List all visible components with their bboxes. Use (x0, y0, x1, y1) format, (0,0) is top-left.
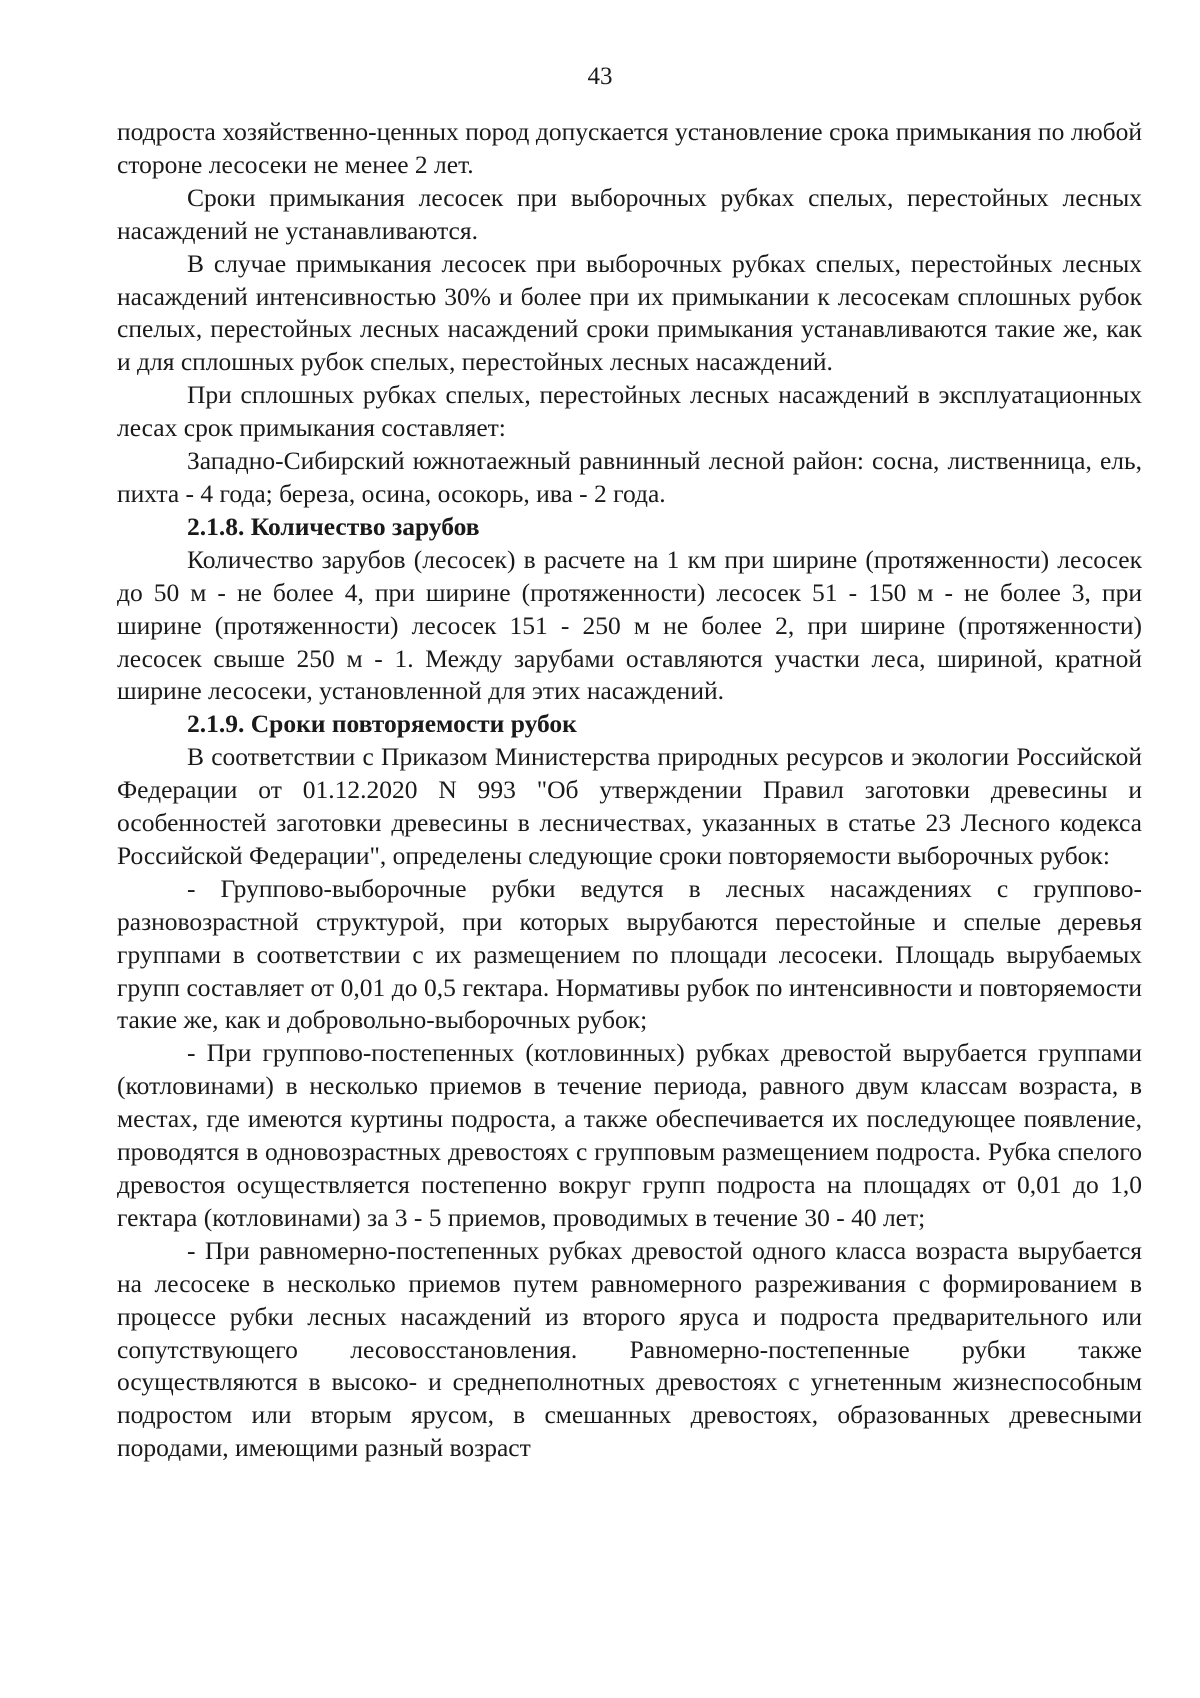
section-heading-2-1-8: 2.1.8. Количество зарубов (187, 511, 480, 541)
paragraph-group-gradual: - При группово-постепенных (котловинных) рубках древостой вырубается группами (котловинами) в несколько приемов в течение периода, равного двум классам возраста, в местах, где имеются куртины подроста, а также обеспечивается их последующее появление, проводятся в одновозрастных древостоях с групповым размещением подроста. Рубка спелого древостоя осуществляется постепенно вокруг групп подроста на площадях от 0,01 до 1,0 гектара (котловинами) за 3 - 5 приемов, проводимых в течение 30 - 40 лет; (117, 1038, 1142, 1232)
paragraph-adjacency-selective: Сроки примыкания лесосек при выборочных рубках спелых, перестойных лесных насаждений не устанавливаются. (117, 182, 1142, 245)
paragraph-cuts-count: Количество зарубов (лесосек) в расчете на 1 км при ширине (протяженности) лесосек до 50 м - не более 4, при ширине (протяженности) лесосек 51 - 150 м - не более 3, при ширине (протяженности) лесосек 151 - 250 м не более 2, при ширине (протяженности) лесосек свыше 250 м - 1. Между зарубами оставляются участки леса, шириной, кратной ширине лесосеки, установленной для этих насаждений. (117, 544, 1142, 706)
section-heading-2-1-9: 2.1.9. Сроки повторяемости рубок (187, 709, 577, 739)
paragraph-continuation: подроста хозяйственно-ценных пород допускается установление срока примыкания по любой стороне лесосеки не менее 2 лет. (117, 117, 1142, 179)
paragraph-uniform-gradual: - При равномерно-постепенных рубках древостой одного класса возраста вырубается на лесосеке в несколько приемов путем равномерного разреживания с формированием в процессе рубки лесных насаждений из второго яруса и подроста предварительного или сопутствующего лесовосстановления. Равномерно-постепенные рубки также осуществляются в высоко- и среднеполнотных древостоях с угнетенным жизнеспособным подростом или вторым ярусом, в смешанных древостоях, образованных древесными породами, имеющими разный возраст (117, 1235, 1142, 1463)
paragraph-clear-cutting: При сплошных рубках спелых, перестойных лесных насаждений в эксплуатационных лесах срок примыкания составляет: (117, 380, 1142, 443)
paragraph-adjacency-intensity: В случае примыкания лесосек при выборочных рубках спелых, перестойных лесных насаждений интенсивностью 30% и более при их примыкании к лесосекам сплошных рубок спелых, перестойных лесных насаждений сроки примыкания устанавливаются такие же, как и для сплошных рубок спелых, перестойных лесных насаждений. (117, 248, 1142, 377)
page-number: 43 (587, 63, 613, 90)
paragraph-order-reference: В соответствии с Приказом Министерства природных ресурсов и экологии Российской Федерации от 01.12.2020 N 993 "Об утверждении Правил заготовки древесины и особенностей заготовки древесины в лесничествах, указанных в статье 23 Лесного кодекса Российской Федерации", определены следующие сроки повторяемости выборочных рубок: (117, 742, 1142, 870)
paragraph-group-selective: - Группово-выборочные рубки ведутся в лесных насаждениях с группово-разновозрастной структурой, при которых вырубаются перестойные и спелые деревья группами в соответствии с их размещением по площади лесосеки. Площадь вырубаемых групп составляет от 0,01 до 0,5 гектара. Нормативы рубок по интенсивности и повторяемости такие же, как и добровольно-выборочных рубок; (117, 873, 1142, 1035)
paragraph-forest-region: Западно-Сибирский южнотаежный равнинный лесной район: сосна, лиственница, ель, пихта - 4 года; береза, осина, осокорь, ива - 2 года. (117, 446, 1142, 508)
page-body (117, 116, 1142, 1465)
